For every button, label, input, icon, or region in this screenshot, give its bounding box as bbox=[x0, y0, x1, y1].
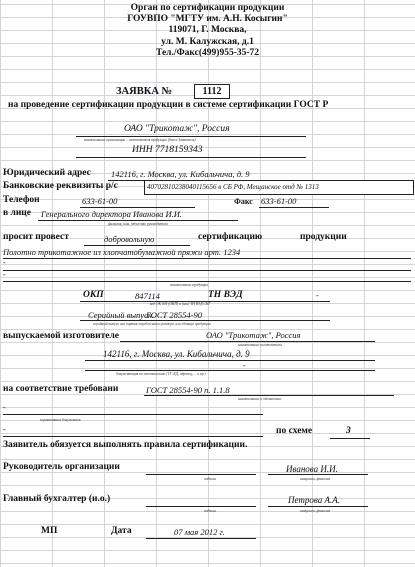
manufacturer-docs-caption: документация по изготовлению (ТУ, КД, образец, ... и пр.) bbox=[116, 372, 206, 376]
accountant-name-value: Петрова А.А. bbox=[288, 495, 340, 505]
head-name-value: Иванова И.И. bbox=[286, 464, 338, 474]
application-number: 1112 bbox=[202, 86, 222, 97]
org-address-city: 119071, Г. Москва, bbox=[168, 25, 247, 35]
date-underline bbox=[146, 538, 256, 539]
compliance-dash-2: - bbox=[3, 425, 6, 434]
product-value: Полотно трикотажное из хлопчатобумажной пряжи арт. 1234 bbox=[3, 247, 241, 257]
bank-label: Банковские реквизиты р/с bbox=[3, 181, 118, 191]
manufacturer-address-underline bbox=[85, 360, 375, 361]
phone-value: 633-61-00 bbox=[82, 196, 118, 206]
cert-mode-underline bbox=[84, 245, 190, 246]
scheme-value: 3 bbox=[346, 426, 351, 436]
applicant-inn: ИНН 7718159343 bbox=[132, 145, 203, 155]
accountant-sign-caption: подпись bbox=[204, 509, 217, 513]
codes-caption: код ОК 005 (ОКП) и (или) ТН ВЭД СНГ bbox=[150, 302, 211, 306]
org-name-line2: ГОУВПО "МГТУ им. А.Н. Косыгин" bbox=[127, 14, 288, 24]
release-standard-value: ГОСТ 28554-90 bbox=[146, 310, 202, 320]
person-label: в лице bbox=[3, 208, 31, 218]
request-label: просит провест bbox=[3, 232, 69, 242]
legal-address-label: Юридический адрес bbox=[3, 168, 91, 178]
accountant-initials-caption: инициалы, фамилия bbox=[300, 509, 331, 513]
product-extra-dash-1: - bbox=[3, 258, 6, 267]
accountant-name-line bbox=[268, 506, 368, 507]
tnved-label: ТН ВЭД bbox=[208, 290, 243, 300]
head-label: Руководитель организации bbox=[3, 462, 120, 472]
person-value: Генерального директора Иванова И.И. bbox=[41, 209, 183, 219]
person-underline bbox=[38, 220, 238, 221]
accountant-label: Главный бухгалтер (и.о.) bbox=[3, 494, 111, 504]
manufacturer-label: выпускаемой изготовителе bbox=[3, 331, 120, 341]
fax-underline bbox=[259, 207, 329, 208]
cert-mode-value: добровольную bbox=[104, 234, 155, 244]
org-phone: Тел./Факс(499)955-35-72 bbox=[155, 48, 260, 58]
release-type-value: Серийный выпуск. bbox=[88, 310, 154, 320]
phone-underline bbox=[80, 207, 195, 208]
okp-value: 847114 bbox=[135, 291, 160, 301]
manufacturer-name-caption: наименование изготовителя bbox=[238, 343, 282, 347]
manufacturer-docs-underline bbox=[85, 370, 375, 371]
accountant-sign-line bbox=[146, 506, 256, 507]
date-label: Дата bbox=[111, 526, 132, 536]
product-underline-3 bbox=[3, 281, 411, 282]
compliance-docs-underline bbox=[144, 395, 394, 396]
scheme-label: по схеме bbox=[276, 426, 313, 436]
applicant-name: ОАО "Трикотаж", Россия bbox=[124, 124, 230, 134]
manufacturer-docs-dash: - bbox=[243, 361, 246, 370]
manufacturer-address-value: 142116, г. Москва, ул. Кибальчича, д. 9 bbox=[103, 349, 250, 359]
product-underline-2 bbox=[3, 270, 411, 271]
bank-value: 40702810238040115656 в СБ РФ, Мещанское отд № 1313 bbox=[147, 183, 319, 191]
compliance-docs-value: ГОСТ 28554-90 п. 1.1.8 bbox=[146, 385, 230, 395]
compliance-dash-1: - bbox=[3, 403, 6, 412]
product-label: продукции bbox=[300, 232, 347, 242]
manufacturer-name-value: ОАО "Трикотаж", Россия bbox=[206, 330, 301, 340]
manufacturer-name-underline bbox=[120, 341, 375, 342]
head-sign-line bbox=[146, 474, 256, 475]
compliance-underline-1 bbox=[3, 414, 263, 415]
obligation-text: Заявитель обязуется выполнять правила сертификации. bbox=[3, 440, 248, 450]
tnved-value: - bbox=[316, 291, 319, 300]
stamp-label: МП bbox=[41, 526, 58, 536]
scheme-underline bbox=[330, 438, 370, 439]
head-name-line bbox=[268, 474, 368, 475]
phone-label: Телефон bbox=[3, 195, 40, 205]
compliance-underline-2 bbox=[3, 436, 263, 437]
release-underline bbox=[80, 320, 330, 321]
applicant-name-underline bbox=[76, 136, 306, 137]
fax-label: Факс bbox=[234, 197, 253, 206]
date-value: 07 мая 2012 г. bbox=[174, 527, 225, 537]
applicant-inn-underline bbox=[76, 157, 306, 158]
head-initials-caption: инициалы, фамилия bbox=[300, 477, 331, 481]
person-caption: фамилия, имя, отчество руководителя bbox=[108, 222, 168, 226]
application-subtitle: на проведение сертификации продукции в системе сертификации ГОСТ Р bbox=[8, 100, 329, 110]
applicant-name-caption: наименование организации – изготовителя продукции (далее Заявитель) bbox=[84, 138, 196, 142]
application-title: ЗАЯВКА № bbox=[116, 86, 173, 97]
org-name-line1: Орган по сертификации продукции bbox=[130, 3, 285, 13]
normative-caption: нормативных документов bbox=[40, 418, 81, 422]
product-underline-1 bbox=[3, 258, 411, 259]
org-address-street: ул. М. Калужская, д.1 bbox=[161, 37, 254, 47]
compliance-label: на соответствие требовани bbox=[3, 384, 119, 394]
release-caption: серийный выпуск или партия определенного размера, или единица продукции bbox=[93, 322, 211, 326]
fax-value: 633-61-00 bbox=[261, 196, 297, 206]
product-extra-dash-2: - bbox=[3, 270, 6, 279]
product-caption: наименование продукции bbox=[170, 283, 209, 287]
okp-label: ОКП bbox=[83, 290, 104, 300]
legal-address-value: 142116, г. Москва, ул. Кибальчича, д. 9 bbox=[111, 169, 250, 179]
head-sign-caption: подпись bbox=[204, 477, 217, 481]
certification-label: сертификацию bbox=[198, 232, 263, 242]
compliance-docs-caption: наименование и обозначение bbox=[238, 397, 282, 401]
